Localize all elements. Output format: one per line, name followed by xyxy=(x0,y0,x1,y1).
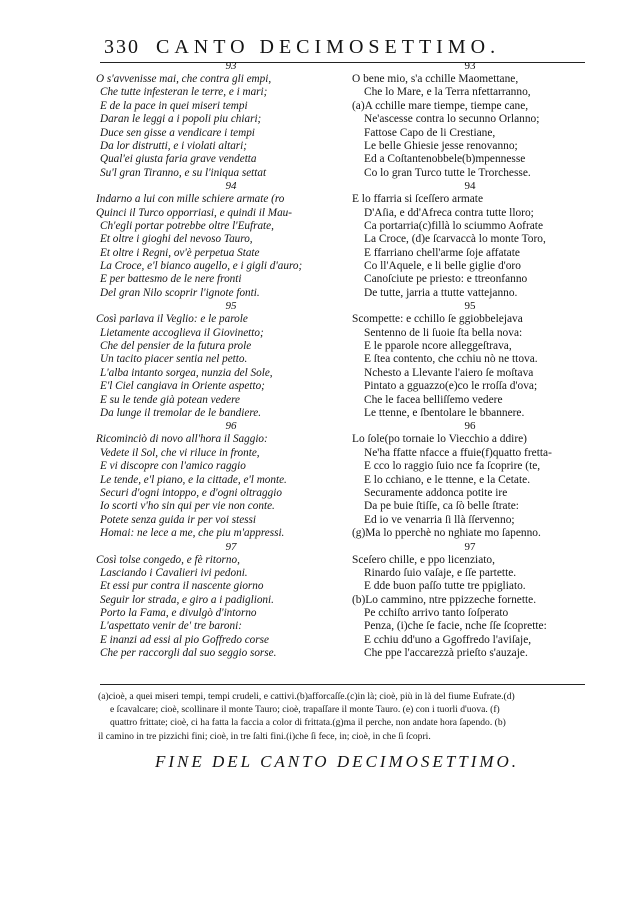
stanza xyxy=(352,541,588,661)
verse-line: E lo ffarria si ſceſſero armate xyxy=(352,193,484,206)
verse-line: Da lor distrutti, e i violati altari; xyxy=(100,139,247,152)
end-of-canto-title: FINE DEL CANTO DECIMOSETTIMO. xyxy=(155,752,520,771)
verse-line: E su le tende già potean vedere xyxy=(100,393,241,406)
verse-line: E per battesmo de le nere fronti xyxy=(100,273,242,286)
verse-line: Che per raccorgli dal suo seggio sorse. xyxy=(100,647,277,660)
stanza-number: 95 xyxy=(464,300,476,313)
running-title: CANTO DECIMOSETTIMO. xyxy=(156,36,501,58)
page-header xyxy=(104,36,554,62)
verse-line: Così tolse congedo, e fè ritorno, xyxy=(96,553,240,566)
verse-line: Ed a Coſtantenobbele(b)mpennesse xyxy=(364,153,526,166)
verse-line: E le pparole ncore alleggeſtrava, xyxy=(364,340,512,353)
verse-line: Seguir lor strada, e giro a i padiglioni. xyxy=(100,593,274,606)
verse-line: Le belle Ghiesie jesse renovanno; xyxy=(364,139,518,152)
verse-line: Lasciando i Cavalieri ivi pedoni. xyxy=(100,566,248,579)
verse-line: Che del pensier de la futura prole xyxy=(100,340,252,353)
footnote-line: quattro frittate; cioè, ci ha fatta la faccia a color di frittata.(g)ma il perche, non andate hora ſapendo. (b) xyxy=(110,717,506,729)
verse-line: E'l Ciel cangiava in Oriente aspetto; xyxy=(100,380,265,393)
italian-text-column xyxy=(96,60,346,661)
stanza-number: 96 xyxy=(464,420,476,433)
footnote-line: il camino in tre pizzichi fini; cioè, in tre ſalti fini.(i)che ſi fece, in; cioè, in che ſi ſcopri. xyxy=(98,730,431,742)
verse-line: Che tutte infesteran le terre, e i mari; xyxy=(100,86,268,99)
verse-line: (g)Ma lo pperchè no nghiate mo ſapenno. xyxy=(352,527,541,540)
verse-line: Lo ſole(po tornaie lo Viecchio a ddire) xyxy=(352,433,527,446)
stanza-number: 97 xyxy=(225,540,237,553)
verse-line: Ne'ascesse contra lo secunno Orlanno; xyxy=(364,113,540,126)
stanza-number: 93 xyxy=(225,60,237,72)
stanza xyxy=(352,300,588,420)
verse-line: Duce sen gisse a vendicare i tempi xyxy=(100,126,255,139)
verse-line: E vi discopre con l'amico raggio xyxy=(100,460,246,473)
verse-line: Daran le leggi a i popoli piu chiari; xyxy=(100,113,262,126)
verse-line: La Croce, e'l bianco augello, e i gigli d'auro; xyxy=(100,260,303,273)
verse-line: Ed io ve venarria ſi llà ſſervenno; xyxy=(364,513,515,526)
verse-line: Sceſero chille, e ppo licenziato, xyxy=(352,553,495,566)
stanza-number: 95 xyxy=(225,300,237,313)
stanza xyxy=(96,300,346,420)
footnote-line: e ſcavalcare; cioè, scollinare il monte Tauro; cioè, trapaſſare il monte Tauro. (e) con i tuorli d'uova. (f) xyxy=(110,704,500,716)
verse-line: Le tende, e'l piano, e la cittade, e'l monte. xyxy=(100,473,287,486)
verse-line: L'alba intanto sorgea, nunzia del Sole, xyxy=(100,366,273,379)
verse-line: Securamente addonca potite ire xyxy=(364,486,508,499)
footnote-line: (a)cioè, a quei miseri tempi, tempi crudeli, e cattivi.(b)afforcaſſe.(c)in là; cioè, più in là del fiume Eufrate.(d) xyxy=(98,691,515,702)
footnotes xyxy=(98,690,588,743)
verse-line: Securi d'ogni intoppo, e d'ogni oltraggio xyxy=(100,486,282,499)
verse-line: Nchesto a Llevante l'aiero ſe moſtava xyxy=(364,366,534,379)
verse-line: Et oltre i Regni, ov'è perpetua State xyxy=(100,246,260,259)
verse-line: D'Aſia, e dd'Afreca contra tutte lloro; xyxy=(364,206,534,219)
page-number: 330 xyxy=(104,36,140,58)
verse-line: Porto la Fama, e divulgò d'intorno xyxy=(100,607,257,620)
stanza-number: 94 xyxy=(464,180,476,193)
verse-line: Et essi pur contra il nascente giorno xyxy=(100,580,264,593)
stanza xyxy=(96,541,346,661)
verse-line: Scompette: e cchillo ſe ggiobbelejava xyxy=(352,313,523,326)
verse-line: Così parlava il Veglio: e le parole xyxy=(96,313,248,326)
verse-line: E dde buon paſſo tutte tre ppigliato. xyxy=(364,580,526,593)
verse-line: Che ppe l'accarezzà prieſto s'auzaje. xyxy=(364,647,528,660)
stanza xyxy=(96,420,346,540)
verse-line: O bene mio, s'a cchille Maomettane, xyxy=(352,73,519,85)
verse-line: E ſtea contento, che cchiu nò ne ttova. xyxy=(364,353,538,366)
verse-line: (b)Lo cammino, ntre ppizzeche fornette. xyxy=(352,593,537,606)
verse-line: Che lo Mare, e la Terra nfettarranno, xyxy=(364,86,531,99)
verse-line: Penza, (i)che ſe facie, nche ſſe ſcoprette: xyxy=(364,620,547,633)
notes-rule xyxy=(100,684,585,685)
verse-line: Su'l gran Tiranno, e su l'iniqua settat xyxy=(100,166,267,179)
verse-line: De tutte, jarria a ttutte vattejanno. xyxy=(364,286,518,299)
verse-line: Ca portarria(c)fillà lo sciummo Aofrate xyxy=(364,219,544,232)
verse-line: Canoſciute pe priesto: e ttreonfanno xyxy=(364,273,528,286)
verse-line: Ch'egli portar potrebbe oltre l'Eufrate, xyxy=(100,219,274,232)
verse-line: L'aspettato venir de' tre baroni: xyxy=(100,620,242,633)
verse-line: Che le facea belliſſemo vedere xyxy=(364,393,503,406)
stanza-number: 94 xyxy=(225,180,237,193)
verse-line: O s'avvenisse mai, che contra gli empi, xyxy=(96,73,272,85)
stanza-number: 97 xyxy=(464,540,476,553)
verse-line: Vedete il Sol, che vi riluce in fronte, xyxy=(100,446,260,459)
stanza-number: 93 xyxy=(464,60,476,72)
verse-line: Et oltre i gioghi del nevoso Tauro, xyxy=(100,233,253,246)
verse-line: Sentenno de li ſuoie ſta bella nova: xyxy=(364,326,523,339)
verse-line: Ricominciò di novo all'hora il Saggio: xyxy=(96,433,268,446)
verse-line: Un tacito piacer sentia nel petto. xyxy=(100,353,248,366)
stanza xyxy=(96,60,346,180)
verse-line: Pe cchiſto arrivo tanto ſoſperato xyxy=(364,607,509,620)
stanza xyxy=(352,60,588,180)
stanza xyxy=(352,180,588,300)
verse-line: Co lo gran Turco tutte le Trorchesse. xyxy=(364,166,531,179)
verse-line: Da lunge il tremolar de le bandiere. xyxy=(100,406,262,419)
stanza xyxy=(96,180,346,300)
verse-line: Ne'ha ffatte nfacce a ffuie(f)quatto fretta- xyxy=(364,446,552,459)
verse-line: Indarno a lui con mille schiere armate (ro xyxy=(96,193,285,206)
verse-line: Fattose Capo de li Crestiane, xyxy=(364,126,496,139)
stanza-number: 96 xyxy=(225,420,237,433)
verse-line: Quinci il Turco opporriasi, e quindi il Mau- xyxy=(96,206,292,219)
verse-line: E ffarriano chell'arme ſoje affatate xyxy=(364,246,520,259)
verse-line: Qual'ei giusta faria grave vendetta xyxy=(100,153,257,166)
stanza xyxy=(352,420,588,540)
verse-line: Rinardo ſuio vaſaje, e ſſe partette. xyxy=(364,566,517,579)
neapolitan-text-column xyxy=(352,60,588,661)
verse-line: Le ttenne, e ſbentolare le bbannere. xyxy=(364,406,525,419)
verse-line: E inanzi ad essi al pio Goffredo corse xyxy=(100,633,269,646)
verse-line: La Croce, (d)e ſcarvaccà lo monte Toro, xyxy=(364,233,546,246)
verse-line: E cco lo raggio ſuio nce fa ſcoprire (te, xyxy=(364,460,541,473)
verse-line: (a)A cchille mare tiempe, tiempe cane, xyxy=(352,99,529,112)
verse-line: Da pe buie ſtiſſe, ca ſò belle ſtrate: xyxy=(364,500,519,513)
verse-line: Del gran Nilo scoprir l'ignote fonti. xyxy=(100,286,260,299)
verse-line: E lo cchiano, e le ttenne, e la Cetate. xyxy=(364,473,531,486)
verse-line: Pintato a gguazzo(e)co le rroſſa d'ova; xyxy=(364,380,538,393)
verse-line: Lietamente accoglieva il Giovinetto; xyxy=(100,326,264,339)
verse-line: Potete senza guida ir per voi stessi xyxy=(100,513,256,526)
verse-line: Io scorti v'ho sin qui per vie non conte. xyxy=(100,500,275,513)
verse-line: Co ll'Aquele, e li belle giglie d'oro xyxy=(364,260,521,273)
verse-line: E cchiu dd'uno a Ggoffredo l'aviſaje, xyxy=(364,633,532,646)
verse-line: E de la pace in quei miseri tempi xyxy=(100,99,248,112)
verse-line: Homai: ne lece a me, che piu m'appressi. xyxy=(100,527,285,540)
